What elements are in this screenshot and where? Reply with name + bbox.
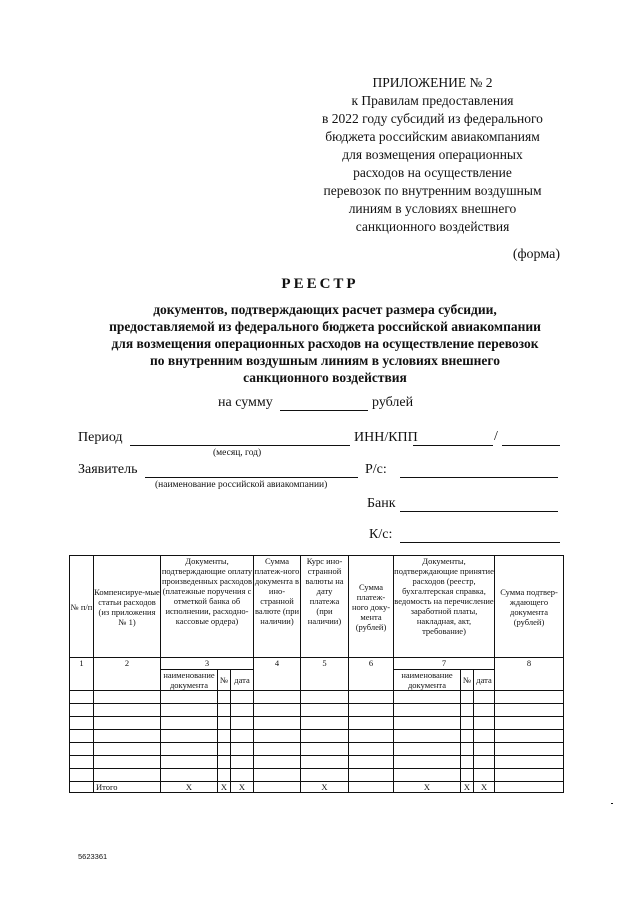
inn-field[interactable] <box>413 445 493 446</box>
annex-line: линиям в условиях внешнего <box>348 201 517 216</box>
annex-line: расходов на осуществление <box>353 165 512 180</box>
colnum-1: 1 <box>70 658 94 691</box>
inn-label: ИНН/КПП <box>354 430 418 445</box>
annex-line: санкционного воздействия <box>355 219 510 234</box>
total-mark: X <box>301 782 349 793</box>
total-mark: X <box>461 782 474 793</box>
sub-doc-no: № <box>218 670 231 691</box>
sum-suffix: рублей <box>372 395 414 410</box>
period-field[interactable] <box>130 445 350 446</box>
total-label: Итого <box>94 782 161 793</box>
annex-line: ПРИЛОЖЕНИЕ № 2 <box>372 75 493 90</box>
sub-doc-name: наименование документа <box>394 670 461 691</box>
colnum-7: 7 <box>394 658 495 670</box>
table-row[interactable] <box>70 704 564 717</box>
colnum-2: 2 <box>94 658 161 691</box>
total-mark: X <box>161 782 218 793</box>
total-row <box>70 782 564 793</box>
header-confirm-sum: Сумма подтвер-ждающего документа (рублей) <box>495 556 564 658</box>
colnum-8: 8 <box>495 658 564 691</box>
table-row[interactable] <box>70 769 564 782</box>
sub-doc-date: дата <box>231 670 254 691</box>
header-rate: Курс ино-странной валюты на дату платежа (при наличии) <box>301 556 349 658</box>
applicant-caption: (наименование российской авиакомпании) <box>155 480 328 490</box>
table-row[interactable] <box>70 730 564 743</box>
annex-line: перевозок по внутренним воздушным <box>323 183 542 198</box>
header-num: № п/п <box>70 556 94 658</box>
inn-separator: / <box>494 429 498 444</box>
applicant-label: Заявитель <box>78 462 138 477</box>
subtitle-line: санкционного воздействия <box>243 370 407 385</box>
margin-mark <box>611 803 613 804</box>
applicant-field[interactable] <box>145 477 358 478</box>
document-title: РЕЕСТР <box>281 276 359 292</box>
total-mark: X <box>231 782 254 793</box>
annex-line: бюджета российским авиакомпаниям <box>325 129 540 144</box>
document-code: 5623361 <box>78 852 108 861</box>
header-payment-sum: Сумма платеж-ного документа в ино-странной валюте (при наличии) <box>254 556 301 658</box>
colnum-3: 3 <box>161 658 254 670</box>
colnum-4: 4 <box>254 658 301 691</box>
bank-field[interactable] <box>400 511 558 512</box>
header-accept-docs: Документы, подтверждающие принятие расходов (реестр, бухгалтерская справка, ведомость на перечисление заработной платы, накладная, акт, требование) <box>394 556 495 658</box>
sum-prefix: на сумму <box>218 395 273 410</box>
ks-label: К/с: <box>369 527 393 542</box>
table-row[interactable] <box>70 743 564 756</box>
annex-line: для возмещения операционных <box>342 147 523 162</box>
annex-header <box>305 74 560 236</box>
register-table <box>69 555 564 793</box>
subtitle-line: предоставляемой из федерального бюджета российской авиакомпании <box>109 319 541 334</box>
period-label: Период <box>78 430 123 445</box>
subtitle-line: документов, подтверждающих расчет размера субсидии, <box>153 302 497 317</box>
table-row[interactable] <box>70 691 564 704</box>
subtitle-line: по внутренним воздушным линиям в условиях внешнего <box>150 353 500 368</box>
total-mark: X <box>394 782 461 793</box>
ks-field[interactable] <box>400 542 560 543</box>
annex-line: к Правилам предоставления <box>351 93 514 108</box>
annex-line: в 2022 году субсидий из федерального <box>322 111 543 126</box>
total-mark: X <box>474 782 495 793</box>
column-numbers-row <box>70 658 564 670</box>
rs-field[interactable] <box>400 477 558 478</box>
table-row[interactable] <box>70 756 564 769</box>
document-subtitle <box>60 301 590 386</box>
colnum-5: 5 <box>301 658 349 691</box>
period-caption: (месяц, год) <box>213 448 262 458</box>
bank-label: Банк <box>367 496 396 511</box>
subtitle-line: для возмещения операционных расходов на осуществление перевозок <box>111 336 539 351</box>
total-mark: X <box>218 782 231 793</box>
colnum-6: 6 <box>349 658 394 691</box>
table-row[interactable] <box>70 717 564 730</box>
header-payment-rub: Сумма платеж-ного доку-мента (рублей) <box>349 556 394 658</box>
sub-doc-date: дата <box>474 670 495 691</box>
table-header-row <box>70 556 564 658</box>
sub-doc-no: № <box>461 670 474 691</box>
rs-label: Р/с: <box>365 462 387 477</box>
header-articles: Компенсируе-мые статьи расходов (из приложения № 1) <box>94 556 161 658</box>
sub-doc-name: наименование документа <box>161 670 218 691</box>
form-label: (форма) <box>512 247 560 262</box>
sum-field[interactable] <box>280 410 368 411</box>
header-payment-docs: Документы, подтверждающие оплату произведенных расходов (платежные поручения с отметкой банка об исполнении, расходно-кассовые ордера) <box>161 556 254 658</box>
kpp-field[interactable] <box>502 445 560 446</box>
